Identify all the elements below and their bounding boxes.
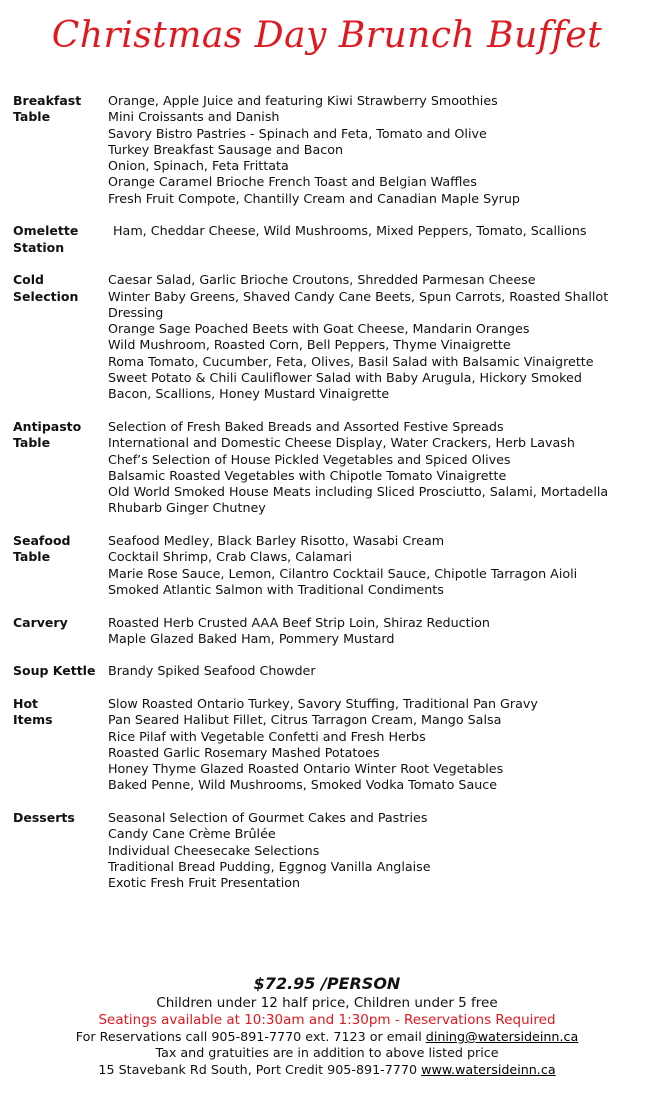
seatings-notice: Seatings available at 10:30am and 1:30pm - Reservations Required	[98, 1012, 556, 1028]
menu-item: Savory Bistro Pastries - Spinach and Feta, Tomato and Olive	[108, 125, 487, 141]
section-items	[108, 696, 643, 794]
menu-title: Christmas Day Brunch Buffet	[51, 15, 603, 56]
section-items	[108, 272, 643, 402]
reservations-line	[0, 1029, 654, 1045]
menu-item: International and Domestic Cheese Display, Water Crackers, Herb Lavash	[108, 435, 575, 451]
menu-section	[13, 615, 643, 648]
website-link[interactable]: www.watersideinn.ca	[421, 1061, 556, 1077]
menu-section	[13, 272, 643, 402]
menu-item: Orange Caramel Brioche French Toast and Belgian Waffles	[108, 174, 477, 190]
menu-item: Marie Rose Sauce, Lemon, Cilantro Cocktail Sauce, Chipotle Tarragon Aioli	[108, 565, 578, 581]
menu-item: Winter Baby Greens, Shaved Candy Cane Beets, Spun Carrots, Roasted Shallot	[108, 288, 609, 304]
section-label: Carvery	[13, 614, 68, 630]
children-pricing: Children under 12 half price, Children under 5 free	[156, 995, 498, 1011]
menu-item: Roma Tomato, Cucumber, Feta, Olives, Basil Salad with Balsamic Vinaigrette	[108, 353, 594, 369]
menu-section	[13, 696, 643, 794]
menu-item: Bacon, Scallions, Honey Mustard Vinaigrette	[108, 386, 390, 402]
menu-item: Ham, Cheddar Cheese, Wild Mushrooms, Mixed Peppers, Tomato, Scallions	[113, 223, 587, 239]
menu-item: Orange, Apple Juice and featuring Kiwi Strawberry Smoothies	[108, 93, 498, 108]
email-link[interactable]: dining@watersideinn.ca	[425, 1029, 579, 1044]
menu-item: Old World Smoked House Meats including Sliced Prosciutto, Salami, Mortadella	[108, 484, 609, 500]
section-items	[108, 223, 643, 256]
menu-item: Rice Pilaf with Vegetable Confetti and Fresh Herbs	[108, 728, 426, 744]
section-items	[108, 615, 643, 648]
menu-item: Smoked Atlantic Salmon with Traditional Condiments	[108, 581, 444, 597]
section-items	[108, 93, 643, 207]
section-label: Breakfast Table	[13, 93, 82, 125]
menu-section	[13, 810, 643, 891]
section-label: Cold Selection	[13, 272, 79, 304]
section-items	[108, 419, 643, 517]
menu-item: Selection of Fresh Baked Breads and Assorted Festive Spreads	[108, 418, 504, 434]
menu-item: Candy Cane Crème Brûlée	[108, 826, 276, 842]
menu-item: Traditional Bread Pudding, Eggnog Vanilla Anglaise	[108, 858, 431, 874]
menu-section	[13, 533, 643, 598]
menu-item: Cocktail Shrimp, Crab Claws, Calamari	[108, 549, 353, 565]
menu-item: Sweet Potato & Chili Cauliflower Salad with Baby Arugula, Hickory Smoked	[108, 370, 582, 386]
menu-item: Dressing	[108, 304, 164, 320]
menu-item: Brandy Spiked Seafood Chowder	[108, 663, 316, 679]
menu-item: Roasted Garlic Rosemary Mashed Potatoes	[108, 744, 380, 760]
tax-note: Tax and gratuities are in addition to above listed price	[155, 1045, 499, 1061]
footer	[0, 973, 654, 1078]
section-label: Omelette Station	[13, 223, 79, 255]
menu-item: Seasonal Selection of Gourmet Cakes and Pastries	[108, 810, 428, 826]
section-items	[108, 663, 643, 679]
price: $72.95 /PERSON	[253, 974, 401, 993]
menu-item: Pan Seared Halibut Fillet, Citrus Tarragon Cream, Mango Salsa	[108, 712, 502, 728]
menu-item: Slow Roasted Ontario Turkey, Savory Stuffing, Traditional Pan Gravy	[108, 695, 538, 711]
section-label: Soup Kettle	[13, 663, 96, 679]
menu-item: Wild Mushroom, Roasted Corn, Bell Peppers, Thyme Vinaigrette	[108, 337, 511, 353]
menu-item: Roasted Herb Crusted AAA Beef Strip Loin, Shiraz Reduction	[108, 614, 490, 630]
menu-item: Onion, Spinach, Feta Frittata	[108, 158, 289, 174]
reservations-text: For Reservations call 905-891-7770 ext. 7123 or email	[75, 1029, 426, 1044]
menu-item: Balsamic Roasted Vegetables with Chipotle Tomato Vinaigrette	[108, 467, 507, 483]
menu-section	[13, 419, 643, 517]
menu-item: Fresh Fruit Compote, Chantilly Cream and Canadian Maple Syrup	[108, 190, 520, 206]
address-text: 15 Stavebank Rd South, Port Credit 905-891-7770	[98, 1061, 422, 1077]
menu-section	[13, 93, 643, 207]
menu-item: Baked Penne, Wild Mushrooms, Smoked Vodka Tomato Sauce	[108, 777, 498, 793]
menu-item: Honey Thyme Glazed Roasted Ontario Winter Root Vegetables	[108, 761, 504, 777]
section-label: Desserts	[13, 810, 75, 826]
section-label: Antipasto Table	[13, 418, 82, 451]
menu-item: Caesar Salad, Garlic Brioche Croutons, Shredded Parmesan Cheese	[108, 272, 536, 288]
menu-item: Maple Glazed Baked Ham, Pommery Mustard	[108, 630, 395, 646]
section-label: Seafood Table	[13, 533, 71, 565]
menu-item: Individual Cheesecake Selections	[108, 842, 320, 858]
menu-item: Exotic Fresh Fruit Presentation	[108, 875, 301, 891]
section-label: Hot Items	[13, 695, 53, 728]
menu-section	[13, 223, 643, 256]
menu-item: Chef’s Selection of House Pickled Vegetables and Spiced Olives	[108, 451, 511, 467]
menu-item: Rhubarb Ginger Chutney	[108, 500, 266, 516]
menu-item: Turkey Breakfast Sausage and Bacon	[108, 141, 344, 157]
menu-sections	[13, 93, 643, 908]
section-items	[108, 810, 643, 891]
address-line	[0, 1062, 654, 1078]
menu-item: Seafood Medley, Black Barley Risotto, Wasabi Cream	[108, 533, 445, 549]
menu-section	[13, 663, 643, 679]
menu-item: Mini Croissants and Danish	[108, 109, 280, 125]
menu-item: Orange Sage Poached Beets with Goat Cheese, Mandarin Oranges	[108, 321, 530, 337]
section-items	[108, 533, 643, 598]
